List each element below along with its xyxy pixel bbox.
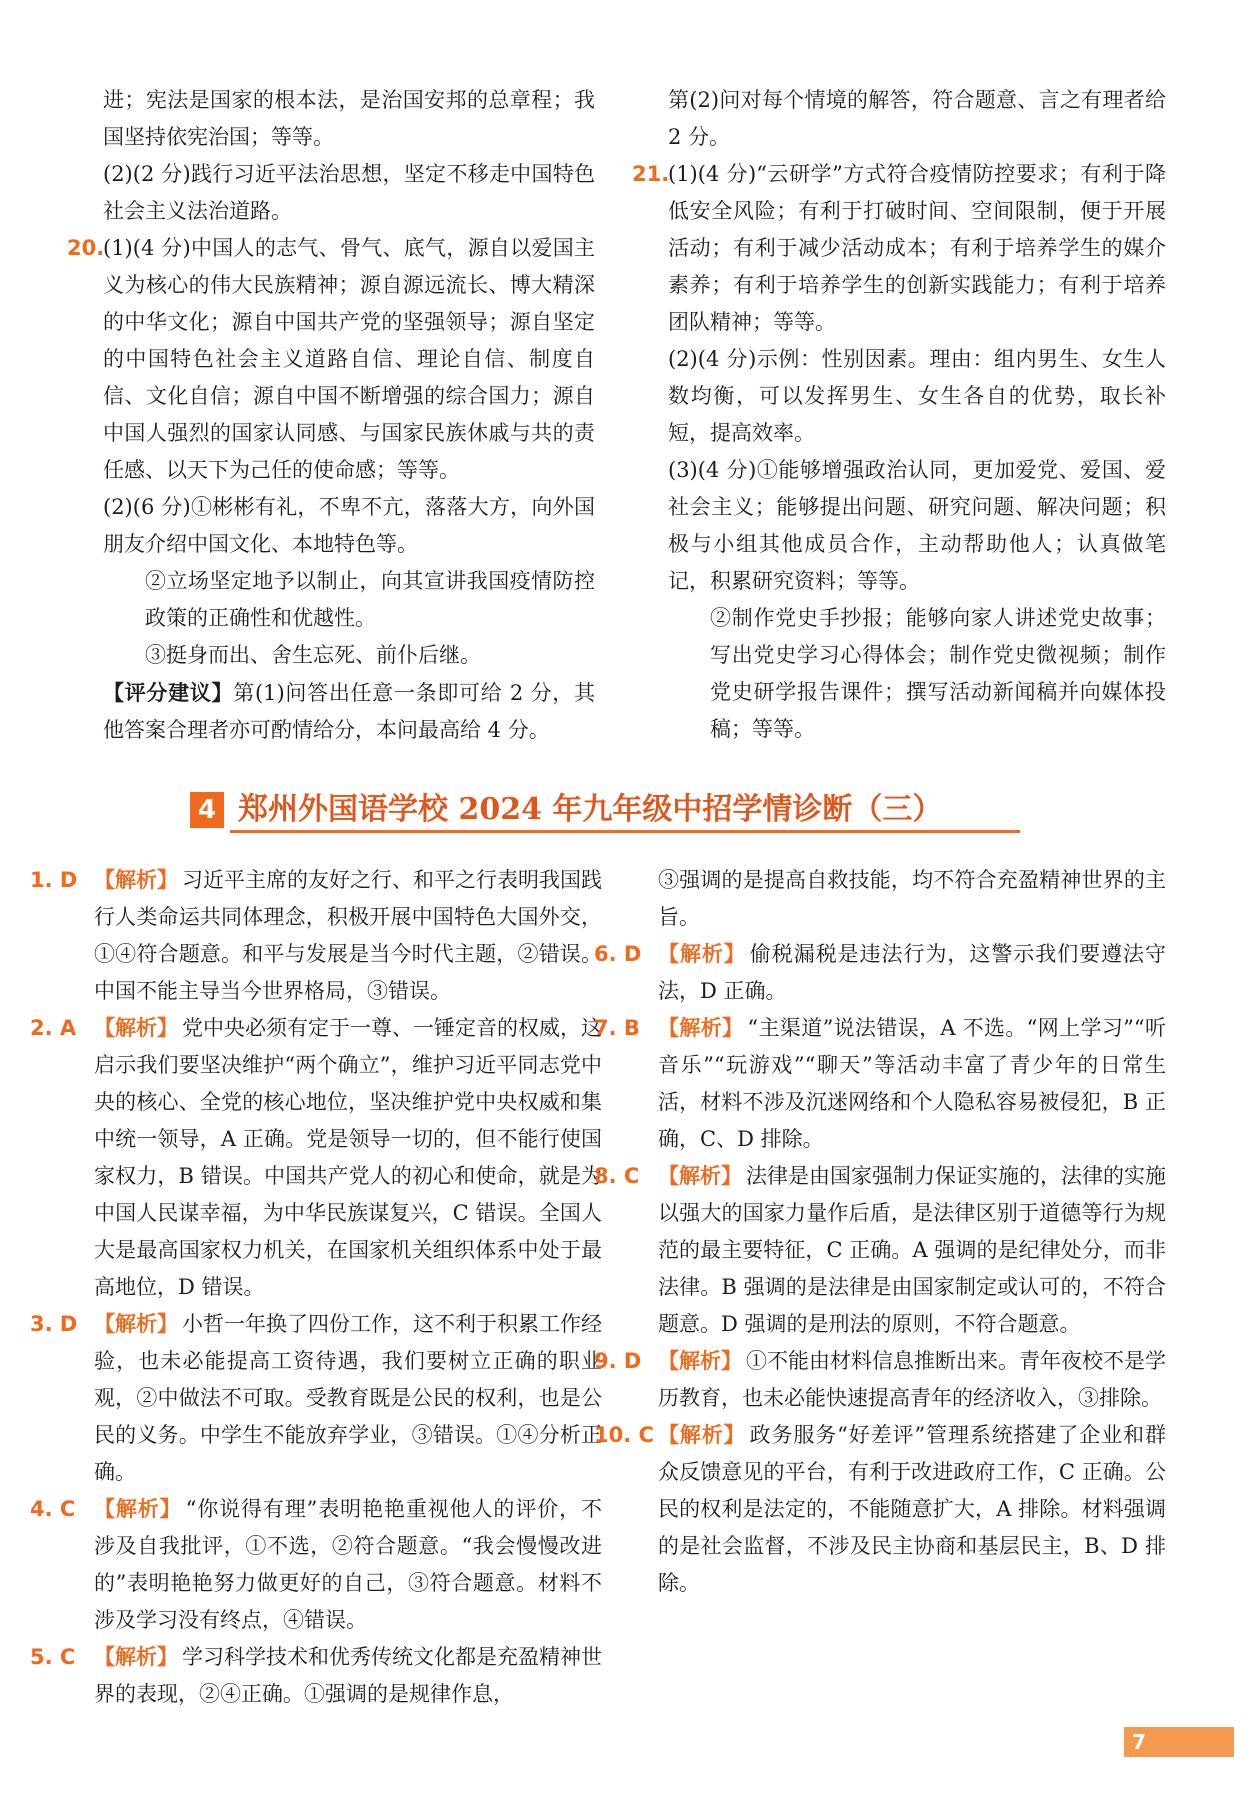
paragraph: ②制作党史手抄报；能够向家人讲述党史故事；写出党史学习心得体会；制作党史微视频；制作党史研学报告课件；撰写活动新闻稿并向媒体投稿；等等。 [710, 606, 1166, 741]
answer-number: 1. D [30, 868, 78, 892]
answer-number: 5. C [30, 1645, 76, 1669]
scoring-note: 【评分建议】第(1)问答出任意一条即可给 2 分，其他答案合理者亦可酌情给分，本问最高给 4 分。 [103, 680, 596, 742]
answer-item: 8. C 【解析】 法律是由国家强制力保证实施的，法律的实施以强大的国家力量作后盾，是法律区别于道德等行为规范的最主要特征，C 正确。A 强调的是纪律处分，而非法律。B 强调的是法律是由国家制定或认可的，不符合题意。D 强调的是刑法的原则，不符合题意。 [626, 1158, 1166, 1343]
answer-item: 3. D 【解析】 小哲一年换了四份工作，这不利于积累工作经验，也未必能提高工资待遇，我们要树立正确的职业观，②中做法不可取。受教育既是公民的权利，也是公民的义务。中学生不能放弃学业，③错误。①④分析正确。 [62, 1306, 602, 1491]
section-underline [230, 830, 1020, 833]
page-number-bar [1124, 1727, 1234, 1757]
answer-item: 4. C 【解析】 “你说得有理”表明艳艳重视他人的评价，不涉及自我批评，①不选，②符合题意。“我会慢慢改进的”表明艳艳努力做更好的自己，③符合题意。材料不涉及学习没有终点，④错误。 [62, 1491, 602, 1639]
analysis-tag: 【解析】 [94, 1645, 178, 1669]
analysis-tag: 【解析】 [94, 868, 178, 892]
answer-item: 10. C 【解析】 政务服务“好差评”管理系统搭建了企业和群众反馈意见的平台，有利于改进政府工作，C 正确。公民的权利是法定的，不能随意扩大，A 排除。材料强调的是社会监督，不涉及民主协商和基层民主，B、D 排除。 [626, 1417, 1166, 1602]
answers-left-column [30, 862, 602, 1713]
answer-item: 9. D 【解析】 ①不能由材料信息推断出来。青年夜校不是学历教育，也未必能快速提高青年的经济收入，③排除。 [626, 1343, 1166, 1417]
section-banner [190, 788, 1050, 832]
analysis-tag: 【解析】 [658, 942, 746, 966]
analysis-tag: 【解析】 [94, 1016, 178, 1040]
question-number: 20. [67, 236, 105, 260]
question-21: 21. (1)(4 分)“云研学”方式符合疫情防控要求；有利于降低安全风险；有利于打破时间、空间限制，便于开展活动；有利于减少活动成本；有利于培养学生的媒介素养；有利于培养学生的创新实践能力；有利于培养团队精神；等等。 [668, 156, 1166, 341]
answer-item: 1. D 【解析】 习近平主席的友好之行、和平之行表明我国践行人类命运共同体理念，积极开展中国特色大国外交，①④符合题意。和平与发展是当今时代主题，②错误。中国不能主导当今世界格局，③错误。 [62, 862, 602, 1010]
section-title: 郑州外国语学校 2024 年九年级中招学情诊断（三） [238, 792, 943, 827]
paragraph: (2)(4 分)示例：性别因素。理由：组内男生、女生人数均衡，可以发挥男生、女生各自的优势，取长补短，提高效率。 [668, 347, 1166, 445]
paragraph: ②立场坚定地予以制止，向其宣讲我国疫情防控政策的正确性和优越性。 [145, 569, 595, 630]
answer-number: 3. D [30, 1312, 78, 1336]
answer-item: 6. D 【解析】 偷税漏税是违法行为，这警示我们要遵法守法，D 正确。 [626, 936, 1166, 1010]
top-left-column [67, 82, 596, 749]
analysis-tag: 【解析】 [658, 1423, 746, 1447]
paragraph: (2)(2 分)践行习近平法治思想，坚定不移走中国特色社会主义法治道路。 [103, 162, 595, 223]
paragraph: 第(2)问对每个情境的解答，符合题意、言之有理者给 2 分。 [668, 88, 1166, 149]
analysis-tag: 【解析】 [94, 1497, 182, 1521]
paragraph: 进；宪法是国家的根本法，是治国安邦的总章程；我国坚持依宪治国；等等。 [103, 88, 595, 149]
paragraph: ③挺身而出、舍生忘死、前仆后继。 [145, 643, 481, 667]
analysis-tag: 【解析】 [658, 1016, 744, 1040]
answer-item: 5. C 【解析】 学习科学技术和优秀传统文化都是充盈精神世界的表现，②④正确。①强调的是规律作息， [62, 1639, 602, 1713]
paragraph: (2)(6 分)①彬彬有礼，不卑不亢，落落大方，向外国朋友介绍中国文化、本地特色等。 [103, 495, 595, 556]
answer-number: 7. B [594, 1016, 640, 1040]
answer-number: 2. A [30, 1016, 77, 1040]
paragraph: (3)(4 分)①能够增强政治认同，更加爱党、爱国、爱社会主义；能够提出问题、研究问题、解决问题；积极与小组其他成员合作，主动帮助他人；认真做笔记，积累研究资料；等等。 [668, 458, 1166, 593]
answer-number: 4. C [30, 1497, 76, 1521]
answer-number: 6. D [594, 942, 642, 966]
answer-item: 7. B 【解析】 “主渠道”说法错误，A 不选。“网上学习”“听音乐”“玩游戏”“聊天”等活动丰富了青少年的日常生活，材料不涉及沉迷网络和个人隐私容易被侵犯，B 正确，C、D 排除。 [626, 1010, 1166, 1158]
answer-item: 2. A 【解析】 党中央必须有定于一尊、一锤定音的权威，这启示我们要坚决维护“两个确立”，维护习近平同志党中央的核心、全党的核心地位，坚决维护党中央权威和集中统一领导，A 正确。党是领导一切的，但不能行使国家权力，B 错误。中国共产党人的初心和使命，就是为中国人民谋幸福，为中华民族谋复兴，C 错误。全国人大是最高国家权力机关，在国家机关组织体系中处于最高地位，D 错误。 [62, 1010, 602, 1306]
answers-right-column [594, 862, 1167, 1602]
question-number: 21. [632, 162, 670, 186]
answer-number: 9. D [594, 1349, 642, 1373]
answer-continuation: ③强调的是提高自救技能，均不符合充盈精神世界的主旨。 [658, 868, 1166, 929]
page-number: 7 [1132, 1730, 1146, 1754]
analysis-tag: 【解析】 [658, 1164, 742, 1188]
top-right-column [632, 82, 1166, 748]
section-number: 4 [190, 792, 224, 828]
analysis-tag: 【解析】 [94, 1312, 178, 1336]
answer-number: 8. C [594, 1164, 640, 1188]
analysis-tag: 【解析】 [658, 1349, 742, 1373]
answer-number: 10. C [594, 1423, 654, 1447]
question-20: 20. (1)(4 分)中国人的志气、骨气、底气，源自以爱国主义为核心的伟大民族精神；源自源远流长、博大精深的中华文化；源自中国共产党的坚强领导；源自坚定的中国特色社会主义道路自信、理论自信、制度自信、文化自信；源自中国不断增强的综合国力；源自中国人强烈的国家认同感、与国家民族休戚与共的责任感、以天下为己任的使命感；等等。 [103, 230, 595, 489]
scoring-tag: 【评分建议】 [103, 680, 234, 705]
